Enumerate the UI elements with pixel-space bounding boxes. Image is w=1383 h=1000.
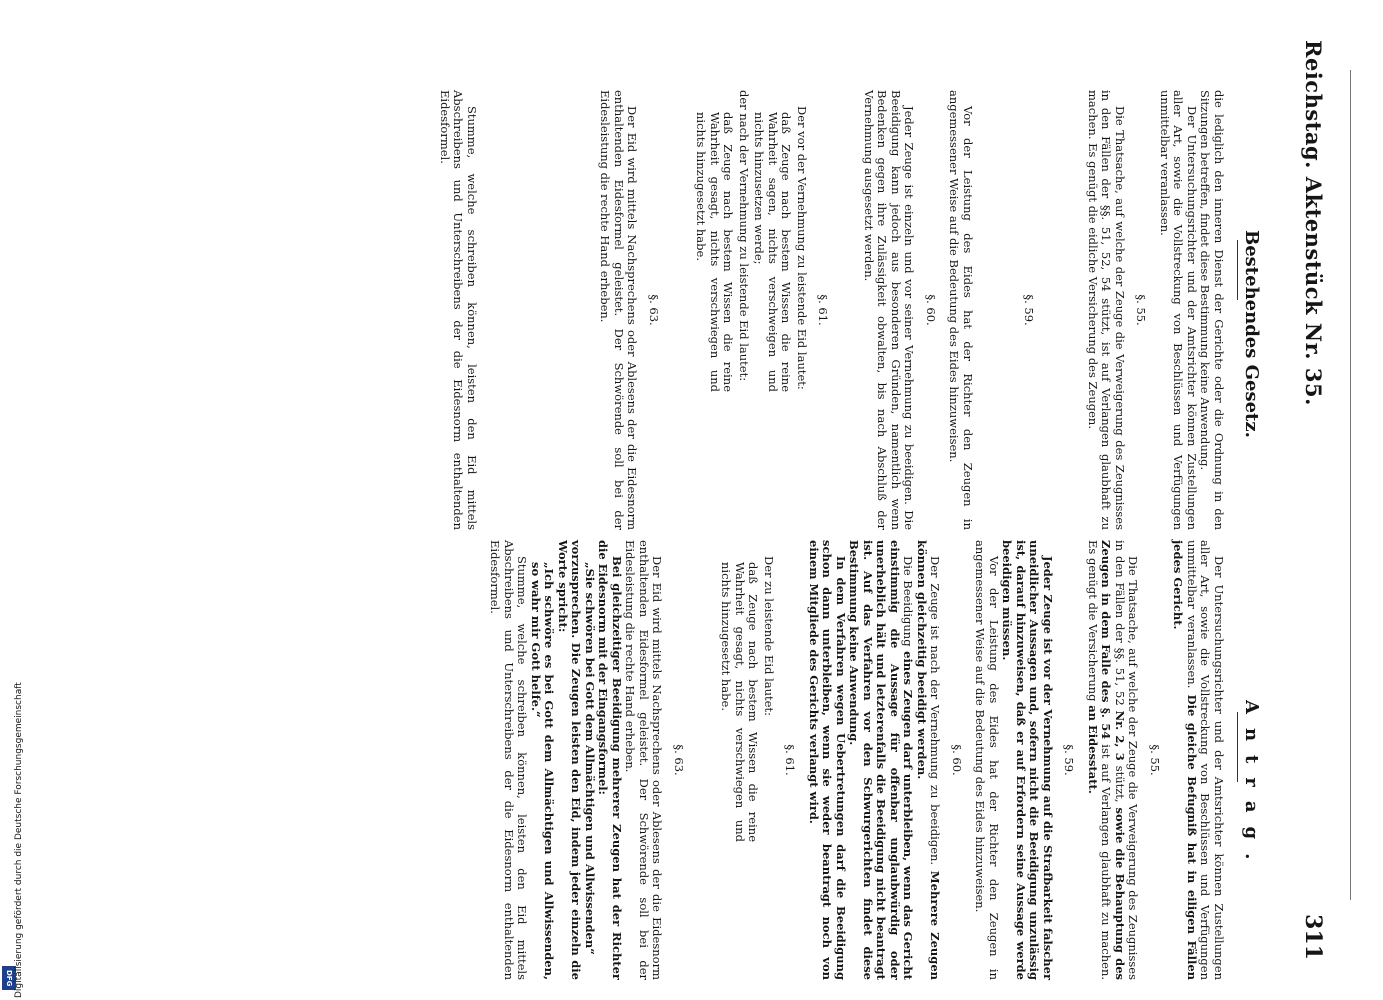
right-column-heading: Antrag. bbox=[1241, 700, 1262, 874]
paragraph bbox=[1171, 540, 1225, 980]
spacer bbox=[558, 90, 598, 530]
bold-amendment: Die gleiche Befugniß hat in eiligen Fällen jedes Gericht. bbox=[1171, 540, 1199, 980]
section-label: §. 59. bbox=[1062, 744, 1077, 776]
paragraph-text: Der Untersuchungsrichter und der Amtsrichter können Zustellungen aller Art, sowie die Vollstreckung von Beschlüssen und Verfügungen unmittelbar veranlassen. bbox=[1185, 540, 1226, 980]
dfg-logo-icon: DFG bbox=[2, 966, 16, 990]
paragraph: Der Untersuchungsrichter und der Amtsrichter können Zustellungen aller Art, sowie die Vollstreckung von Beschlüssen und Verfügungen unmittelbar veranlassen. bbox=[1158, 90, 1199, 530]
paragraph: Stumme, welche schreiben können, leisten den Eid mittels Abschreibens und Unterschreibens der die Eidesnorm enthaltenden Eidesformel. bbox=[488, 540, 530, 980]
spacer bbox=[974, 90, 1014, 530]
spacer bbox=[518, 90, 558, 530]
paragraph: die lediglich den inneren Dienst der Gerichte oder die Ordnung in den Sitzungen betreffen, findet diese Bestimmung keine Anwendung. bbox=[1198, 90, 1226, 530]
oath-quote: „Sie schwören bei Gott dem Allmächtigen und Allwissenden“ bbox=[583, 562, 597, 955]
oath-text: daß Zeuge nach bestem Wissen die reine Wahrheit gesagt, nichts verschwiegen und nichts hinzugesetzt habe. bbox=[694, 112, 736, 392]
paragraph-text: ist auf Verlangen glaubhaft zu machen. Es genügt die Versicherung bbox=[1086, 540, 1114, 981]
oath-quote: „Ich schwöre es bei Gott dem Allmächtigen und Allwissenden, so wahr mir Gott helfe.“ bbox=[529, 562, 557, 980]
section-label: §. 63. bbox=[647, 294, 661, 326]
paragraph: Der Eid wird mittels Nachsprechens oder Ablesens der die Eidesnorm enthaltenden Eidesformel geleistet. Der Schwörende soll bei der Eidesleistung die rechte Hand erheben. bbox=[623, 540, 665, 980]
page-header-title: Reichstag. Aktenstück Nr. 35. bbox=[1301, 40, 1326, 406]
paragraph: der nach der Vernehmung zu leistende Eid lautet: bbox=[737, 90, 751, 382]
paragraph bbox=[847, 540, 915, 980]
spacer bbox=[695, 540, 717, 980]
section-label: §. 59. bbox=[1022, 294, 1037, 326]
existing-law-column bbox=[438, 90, 1226, 530]
paragraph: Der zu leistende Eid lautet: bbox=[762, 556, 776, 716]
page-edge-line bbox=[1350, 70, 1351, 900]
section-label: §. 60. bbox=[950, 744, 964, 776]
bold-amendment: Jeder Zeuge ist vor der Vernehmung auf die Strafbarkeit falscher uneidlicher Aussagen und, sofern nicht die Beeidigung unzulässig ist, darauf hinzuweisen, daß er auf Erfordern seine Aussage werde beeidigen müssen. bbox=[1000, 540, 1055, 980]
document-page bbox=[40, 0, 1340, 1000]
section-label: §. 55. bbox=[1134, 294, 1149, 326]
bold-amendment: an Eidesstatt. bbox=[1086, 705, 1100, 794]
bold-amendment: Bei gleichzeitiger Beeidigung mehrerer Zeugen hat der Richter die Eidesnorm mit der Eingangsformel: bbox=[596, 540, 624, 980]
paragraph: Die Thatsache, auf welche der Zeuge die Verweigerung des Zeugnisses in den Fällen der §§. 51, 52, 54 stützt, ist auf Verlangen glaubhaft zu machen. Es genügt die eidliche Versicherung des Zeugen. bbox=[1086, 90, 1127, 530]
spacer bbox=[478, 90, 518, 530]
section-label: §. 61. bbox=[783, 744, 798, 776]
proposal-column bbox=[488, 540, 1225, 980]
paragraph: Der Eid wird mittels Nachsprechens oder Ablesens der die Eidesnorm enthaltenden Eidesformel geleistet. Der Schwörende soll bei der Eidesleistung die rechte Hand erheben. bbox=[598, 90, 640, 530]
bold-amendment: Nr. 2, 3 bbox=[1113, 710, 1127, 761]
paragraph: Stumme, welche schreiben können, leisten den Eid mittels Abschreibens und Unterschreibens der die Eidesnorm enthaltenden Eidesformel. bbox=[438, 90, 479, 530]
paragraph bbox=[1086, 540, 1140, 980]
page-header bbox=[1294, 40, 1334, 960]
paragraph: Der vor der Vernehmung zu leistende Eid lautet: bbox=[795, 106, 809, 390]
spacer bbox=[840, 90, 862, 530]
paragraph bbox=[915, 540, 942, 980]
page-number: 311 bbox=[1300, 914, 1326, 960]
paragraph: Jeder Zeuge ist einzeln und vor seiner Vernehmung zu beeidigen. Die Beeidigung kann jedoch aus besonderen Gründen, namentlich wenn Bedenken gegen ihre Zulässigkeit obwalten, bis nach Abschluß der Vernehmung ausgesetzt werden. bbox=[862, 90, 917, 530]
paragraph: Vor der Leistung des Eides hat der Richter den Zeugen in angemessener Weise auf die Bedeutung des Eides hinzuweisen. bbox=[947, 90, 975, 530]
oath-text: daß Zeuge nach bestem Wissen die reine Wahrheit gesagt, nichts verschwiegen und nichts hinzugesetzt habe. bbox=[719, 562, 761, 842]
digitization-credit: Digitalisierung gefördert durch die Deutsche Forschungsgemeinschaft bbox=[14, 682, 24, 998]
section-label: §. 63. bbox=[672, 744, 686, 776]
section-label: §. 61. bbox=[816, 294, 831, 326]
spacer bbox=[670, 90, 692, 530]
section-label: §. 60. bbox=[924, 294, 938, 326]
bold-amendment: Mehrere Zeugen können gleichzeitig beeidigt werden. bbox=[915, 540, 943, 981]
left-heading-rule bbox=[1237, 240, 1238, 300]
bold-amendment: In dem Verfahren wegen Uebertretungen darf die Beeidigung schon dann unterbleiben, wenn sie weder beantragt noch von einem Mitgliede des Gerichts verlangt wird. bbox=[807, 540, 848, 980]
paragraph-text: Der Zeuge ist nach der Vernehmung zu beeidigen. bbox=[928, 556, 943, 866]
section-label: §. 55. bbox=[1148, 744, 1162, 776]
paragraph-text: Die Thatsache, auf welche der Zeuge die Verweigerung des Zeugnisses in den Fällen der §§. 51, 52 bbox=[1113, 540, 1141, 980]
oath-text: daß Zeuge nach bestem Wissen die reine Wahrheit sagen, nichts verschweigen und nichts hinzusetzen werde; bbox=[752, 112, 794, 392]
bold-amendment: vorzusprechen. Die Zeugen leisten den Eid, indem jeder einzeln die Worte spricht: bbox=[556, 540, 584, 980]
bold-amendment: eines Zeugen darf unterbleiben, wenn das Gericht einstimmig die Aussage für offenbar unglaubwürdig oder unerheblich hält und letzterenfalls die Beeidigung nicht beantragt ist. Auf das Verfahren vor den Schwurgerichten findet diese Bestimmung keine Anwendung. bbox=[847, 540, 916, 980]
right-heading-rule bbox=[1237, 712, 1238, 782]
left-column-heading: Bestehendes Gesetz. bbox=[1241, 230, 1262, 438]
spacer bbox=[1046, 90, 1086, 530]
paragraph-text: Die Beeidigung bbox=[901, 556, 916, 647]
paragraph-text: stützt, bbox=[1113, 765, 1127, 803]
digitization-footer bbox=[2, 600, 24, 1000]
bold-amendment: sowie die Behauptung des Zeugen in dem Falle des §. 54 bbox=[1099, 540, 1127, 981]
paragraph: Vor der Leistung des Eides hat der Richter den Zeugen in angemessener Weise auf die Bedeutung des Eides hinzuweisen. bbox=[973, 540, 1001, 980]
